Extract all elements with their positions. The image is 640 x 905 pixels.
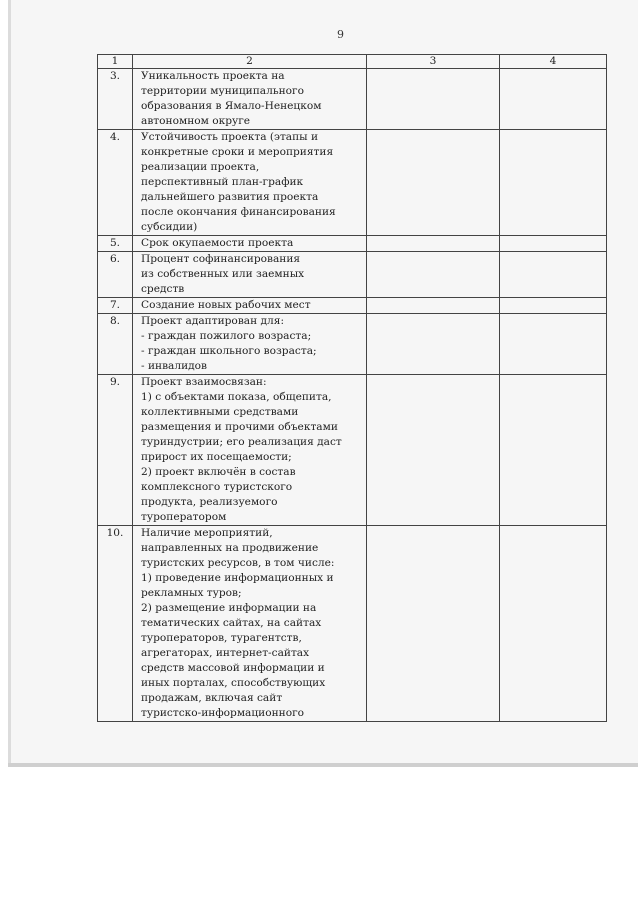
criterion-text xyxy=(133,130,367,236)
page-number: 9 xyxy=(337,28,344,41)
criterion-line: после окончания финансирования xyxy=(141,206,336,218)
table-row xyxy=(98,130,607,236)
row-number: 3. xyxy=(98,69,133,130)
table-row xyxy=(98,526,607,722)
criterion-line: прирост их посещаемости; xyxy=(141,451,292,463)
score-cell-4 xyxy=(500,252,607,298)
row-number: 7. xyxy=(98,298,133,314)
header-cell-1: 1 xyxy=(98,55,133,69)
score-cell-3 xyxy=(367,298,500,314)
row-number: 10. xyxy=(98,526,133,722)
criterion-line: образования в Ямало-Ненецком xyxy=(141,100,322,112)
table-row xyxy=(98,236,607,252)
table-row xyxy=(98,314,607,375)
table-row xyxy=(98,252,607,298)
criterion-line: рекламных туров; xyxy=(141,587,242,599)
header-row xyxy=(98,55,607,69)
criterion-line: средств xyxy=(141,283,185,295)
table-row xyxy=(98,298,607,314)
criterion-line: перспективный план-график xyxy=(141,176,304,188)
criterion-line: туриндустрии; его реализация даст xyxy=(141,436,342,448)
criterion-line: 1) проведение информационных и xyxy=(141,572,334,584)
criterion-line: - граждан пожилого возраста; xyxy=(141,330,312,342)
criterion-line: Процент софинансирования xyxy=(141,253,301,265)
criteria-table xyxy=(97,54,607,722)
criterion-line: комплексного туристского xyxy=(141,481,293,493)
score-cell-3 xyxy=(367,314,500,375)
criterion-line: автономном округе xyxy=(141,115,251,127)
table-row xyxy=(98,375,607,526)
criterion-line: коллективными средствами xyxy=(141,406,299,418)
criterion-line: Проект взаимосвязан: xyxy=(141,376,267,388)
criterion-line: продукта, реализуемого xyxy=(141,496,278,508)
score-cell-4 xyxy=(500,69,607,130)
criterion-line: Проект адаптирован для: xyxy=(141,315,285,327)
criterion-line: туроператоров, турагентств, xyxy=(141,632,302,644)
row-number: 6. xyxy=(98,252,133,298)
criterion-line: 2) размещение информации на xyxy=(141,602,317,614)
criterion-line: 2) проект включён в состав xyxy=(141,466,296,478)
criterion-line: агрегаторах, интернет-сайтах xyxy=(141,647,310,659)
criterion-line: туристских ресурсов, в том числе: xyxy=(141,557,335,569)
score-cell-4 xyxy=(500,130,607,236)
criterion-text xyxy=(133,69,367,130)
header-cell-2: 2 xyxy=(133,55,367,69)
criterion-line: размещения и прочими объектами xyxy=(141,421,338,433)
row-number: 5. xyxy=(98,236,133,252)
criterion-line: средств массовой информации и xyxy=(141,662,325,674)
score-cell-4 xyxy=(500,375,607,526)
criterion-line: из собственных или заемных xyxy=(141,268,305,280)
criterion-line: тематических сайтах, на сайтах xyxy=(141,617,322,629)
row-number: 4. xyxy=(98,130,133,236)
score-cell-3 xyxy=(367,130,500,236)
criterion-line: дальнейшего развития проекта xyxy=(141,191,319,203)
score-cell-3 xyxy=(367,526,500,722)
criterion-text xyxy=(133,298,367,314)
criterion-text xyxy=(133,314,367,375)
criterion-line: туроператором xyxy=(141,511,227,523)
criterion-text xyxy=(133,236,367,252)
criterion-line: туристско-информационного xyxy=(141,707,305,719)
criterion-line: Срок окупаемости проекта xyxy=(141,237,294,249)
score-cell-4 xyxy=(500,298,607,314)
score-cell-3 xyxy=(367,236,500,252)
criterion-line: - инвалидов xyxy=(141,360,208,372)
header-cell-4: 4 xyxy=(500,55,607,69)
criterion-line: направленных на продвижение xyxy=(141,542,319,554)
criterion-line: Устойчивость проекта (этапы и xyxy=(141,131,319,143)
score-cell-3 xyxy=(367,375,500,526)
criterion-text xyxy=(133,526,367,722)
criterion-line: Создание новых рабочих мест xyxy=(141,299,311,311)
header-cell-3: 3 xyxy=(367,55,500,69)
criterion-line: реализации проекта, xyxy=(141,161,260,173)
score-cell-3 xyxy=(367,69,500,130)
row-number: 9. xyxy=(98,375,133,526)
score-cell-4 xyxy=(500,314,607,375)
criterion-line: территории муниципального xyxy=(141,85,304,97)
table-row xyxy=(98,69,607,130)
criterion-line: Уникальность проекта на xyxy=(141,70,285,82)
criterion-text xyxy=(133,375,367,526)
criterion-line: 1) с объектами показа, общепита, xyxy=(141,391,332,403)
criterion-text xyxy=(133,252,367,298)
criterion-line: субсидии) xyxy=(141,221,198,233)
criterion-line: - граждан школьного возраста; xyxy=(141,345,317,357)
criterion-line: Наличие мероприятий, xyxy=(141,527,273,539)
criterion-line: продажам, включая сайт xyxy=(141,692,283,704)
criterion-line: иных порталах, способствующих xyxy=(141,677,326,689)
score-cell-4 xyxy=(500,526,607,722)
criterion-line: конкретные сроки и мероприятия xyxy=(141,146,334,158)
row-number: 8. xyxy=(98,314,133,375)
score-cell-3 xyxy=(367,252,500,298)
score-cell-4 xyxy=(500,236,607,252)
